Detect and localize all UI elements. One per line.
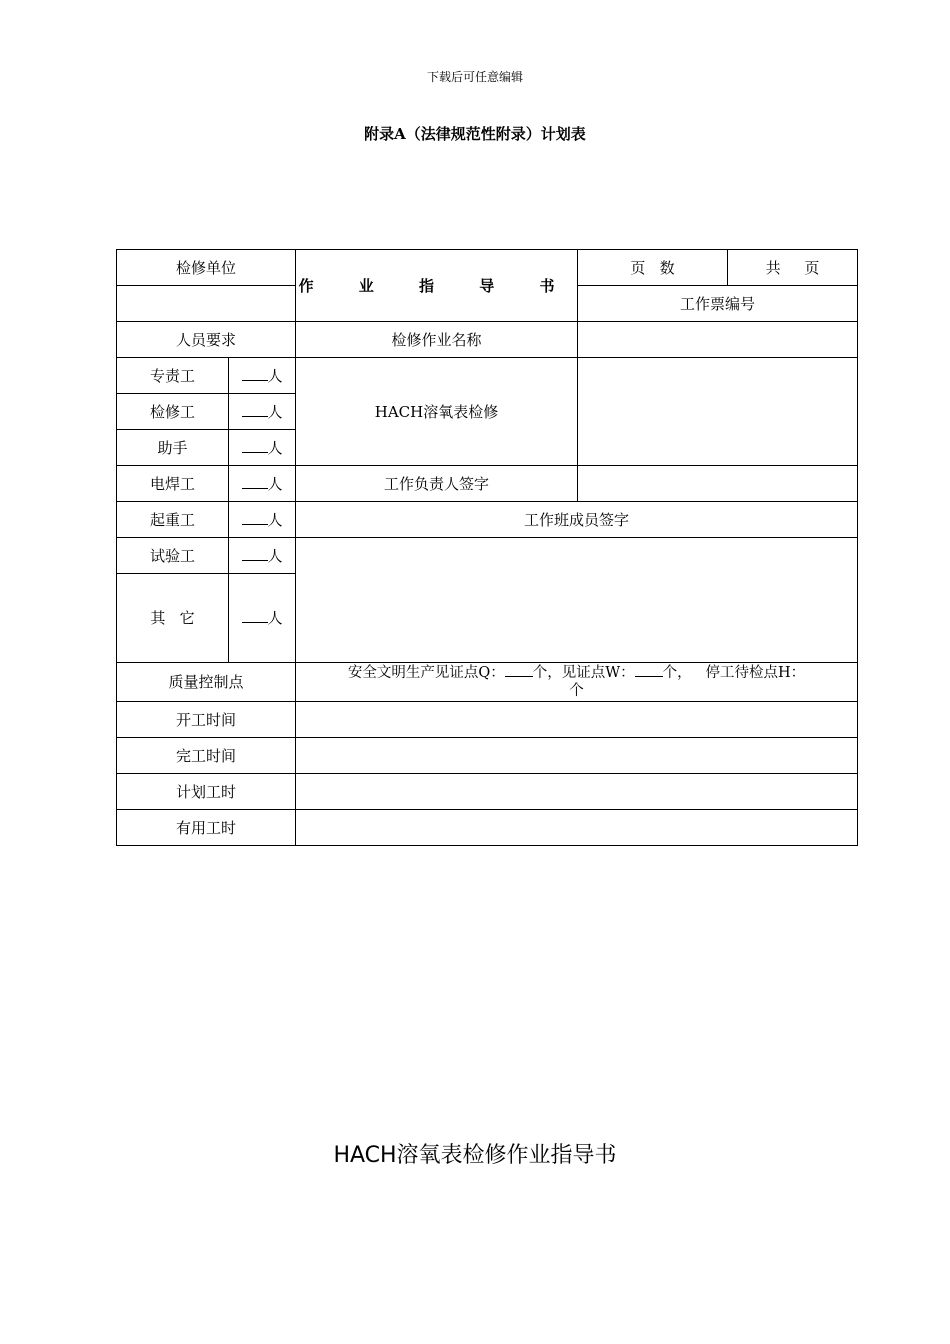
quality-label: 质量控制点	[117, 663, 296, 702]
role-count[interactable]: 人	[229, 502, 296, 538]
document-title: HACH溶氧表检修作业指导书	[333, 1143, 617, 1168]
team-sign-value[interactable]	[296, 538, 858, 663]
end-time-label: 完工时间	[117, 738, 296, 774]
role-count[interactable]: 人	[229, 466, 296, 502]
role-count[interactable]: 人	[229, 574, 296, 663]
personnel-label: 人员要求	[117, 322, 296, 358]
ticket-no-label: 工作票编号	[578, 286, 858, 322]
role-count[interactable]: 人	[229, 358, 296, 394]
start-time-value[interactable]	[296, 702, 858, 738]
book-title: 作 业 指 导 书	[296, 250, 578, 322]
leader-sign-label: 工作负责人签字	[296, 466, 578, 502]
leader-sign-value[interactable]	[578, 466, 858, 502]
pages-label: 页 数	[578, 250, 728, 286]
role-label: 电焊工	[117, 466, 229, 502]
role-label: 试验工	[117, 538, 229, 574]
role-count[interactable]: 人	[229, 538, 296, 574]
role-label: 专责工	[117, 358, 229, 394]
start-time-label: 开工时间	[117, 702, 296, 738]
plan-table	[116, 249, 858, 846]
role-count[interactable]: 人	[229, 394, 296, 430]
ticket-no-value[interactable]	[578, 322, 858, 358]
total-pages-label: 共 页	[728, 250, 858, 286]
task-name-value: HACH溶氧表检修	[296, 358, 578, 466]
used-hours-value[interactable]	[296, 810, 858, 846]
task-detail-cell[interactable]	[578, 358, 858, 466]
quality-points: 安全文明生产见证点Q： 个，见证点W： 个， 停工待检点H： 个	[296, 663, 858, 702]
planned-hours-label: 计划工时	[117, 774, 296, 810]
appendix-title: 附录A（法律规范性附录）计划表	[364, 125, 586, 143]
task-name-label: 检修作业名称	[296, 322, 578, 358]
role-label: 助手	[117, 430, 229, 466]
used-hours-label: 有用工时	[117, 810, 296, 846]
header-note: 下载后可任意编辑	[426, 70, 523, 84]
role-label: 起重工	[117, 502, 229, 538]
end-time-value[interactable]	[296, 738, 858, 774]
planned-hours-value[interactable]	[296, 774, 858, 810]
role-label: 检修工	[117, 394, 229, 430]
role-count[interactable]: 人	[229, 430, 296, 466]
repair-unit-value[interactable]	[117, 286, 296, 322]
team-sign-label: 工作班成员签字	[296, 502, 858, 538]
role-label: 其 它	[117, 574, 229, 663]
repair-unit-label: 检修单位	[117, 250, 296, 286]
